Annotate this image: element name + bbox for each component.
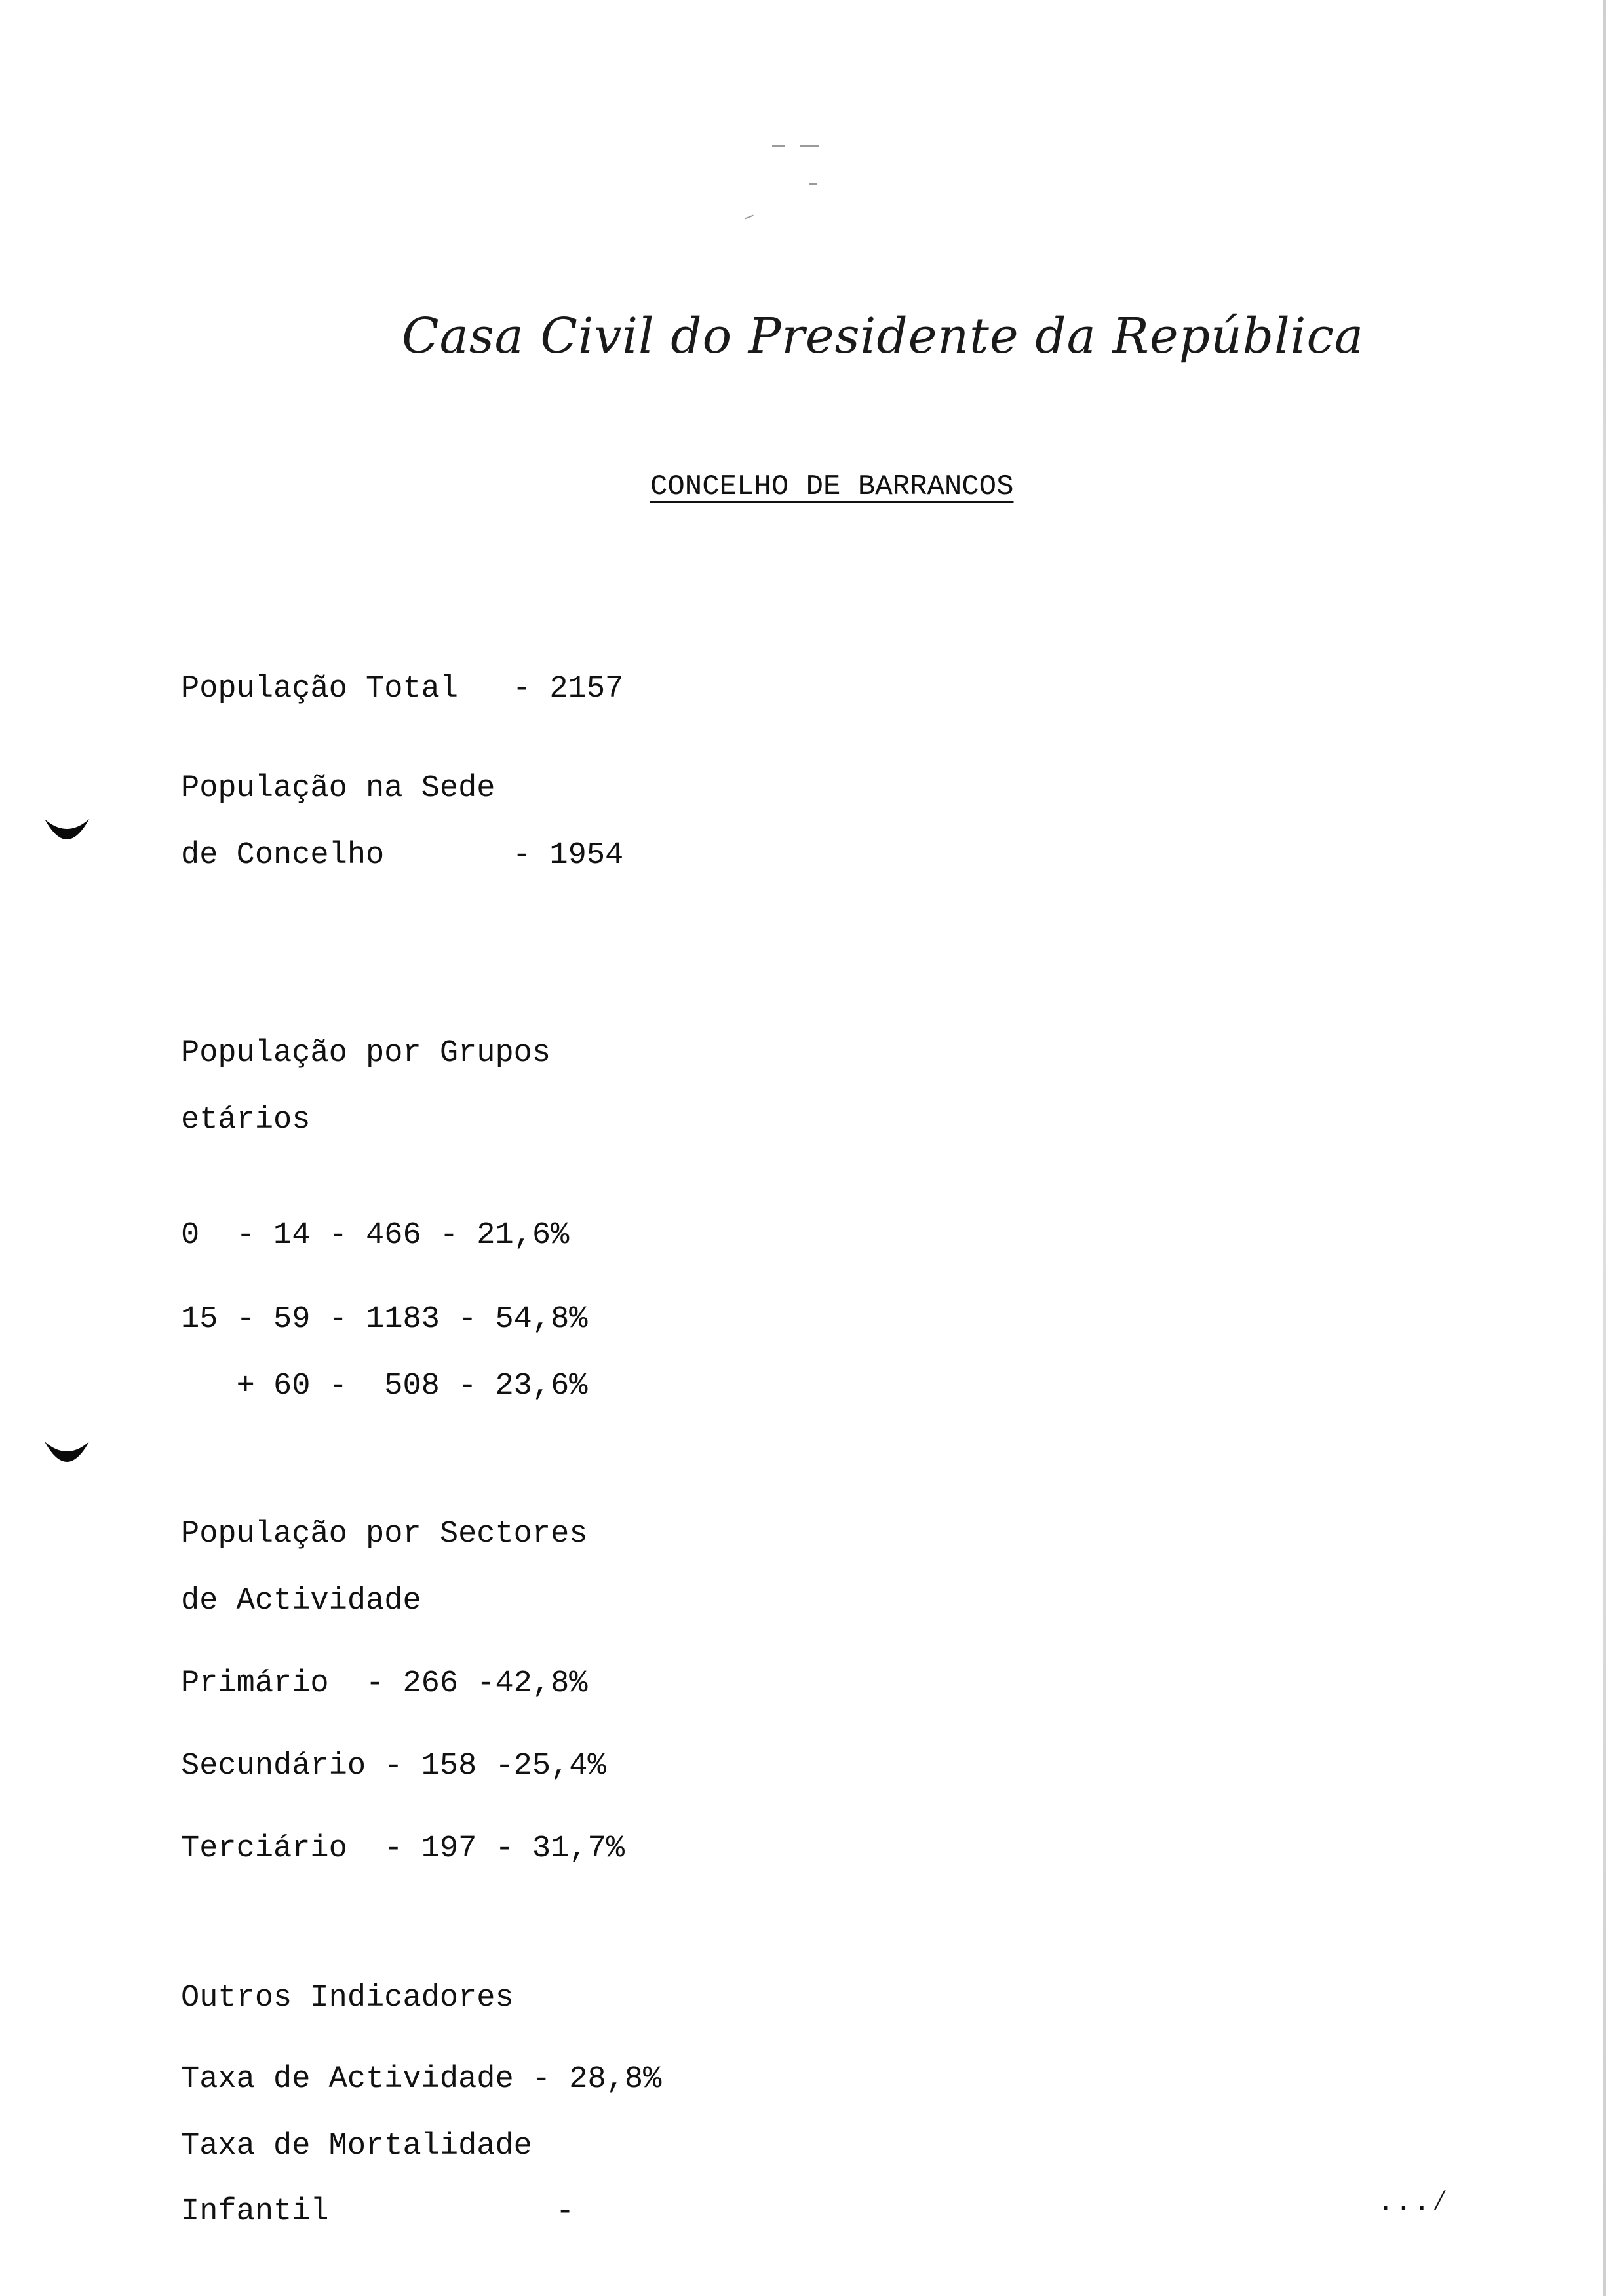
age-group-row: 0 - 14 - 466 - 21,6% [181,1218,570,1253]
sector-row: Primário - 266 -42,8% [181,1666,588,1701]
mortality-value: - [556,2194,575,2229]
population-total-label: População Total [181,672,459,706]
other-indicators-heading: Outros Indicadores [181,1981,514,2016]
scan-speck [800,145,819,147]
page-title: CONCELHO DE BARRANCOS [650,470,1014,503]
sector-row: Terciário - 197 - 31,7% [181,1831,625,1866]
sectors-heading-2: de Actividade [181,1584,421,1618]
continuation-mark: ...⁄ [1376,2185,1449,2219]
punch-hole-icon [41,1435,93,1474]
age-group-row: 15 - 59 - 1183 - 54,8% [181,1302,588,1337]
mortality-label-1: Taxa de Mortalidade [181,2129,532,2164]
age-groups-heading-1: População por Grupos [181,1036,551,1071]
population-seat-value: - 1954 [513,838,624,873]
scan-speck [745,215,754,220]
activity-rate: Taxa de Actividade - 28,8% [181,2062,662,2097]
punch-hole-icon [41,813,93,852]
population-seat-label-1: População na Sede [181,771,496,806]
mortality-label-2: Infantil [181,2194,329,2229]
population-seat-label-2: de Concelho [181,838,385,873]
age-groups-heading-2: etários [181,1103,311,1138]
population-total-value: - 2157 [513,672,624,706]
age-group-row: + 60 - 508 - 23,6% [181,1369,588,1404]
sectors-heading-1: População por Sectores [181,1517,588,1552]
scan-speck [809,183,817,185]
sector-row: Secundário - 158 -25,4% [181,1749,606,1784]
letterhead: Casa Civil do Presidente da República [401,308,1365,364]
scan-speck [772,145,785,147]
